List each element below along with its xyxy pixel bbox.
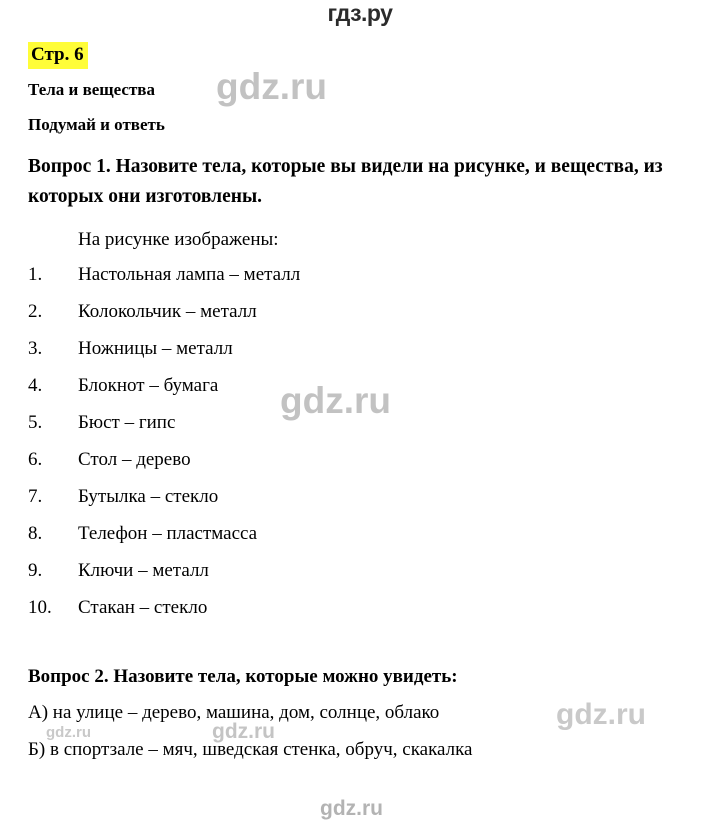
answer-2-b: Б) в спортзале – мяч, шведская стенка, обруч, скакалка [28, 739, 473, 760]
watermark: gdz.ru [280, 380, 391, 421]
watermark: gdz.ru [556, 698, 646, 731]
answer-1-intro: На рисунке изображены: [78, 229, 279, 250]
list-item-number: 9. [28, 560, 43, 581]
list-item [28, 522, 692, 559]
list-item [28, 596, 692, 633]
question-2-text: Вопрос 2. Назовите тела, которые можно увидеть: [28, 666, 458, 687]
list-item-text: Настольная лампа – металл [78, 264, 301, 285]
list-item-text: Стол – дерево [78, 449, 191, 470]
list-item-text: Бюст – гипс [78, 412, 176, 433]
list-item-number: 1. [28, 264, 43, 285]
list-item-text: Телефон – пластмасса [78, 523, 258, 544]
document-content [28, 42, 692, 764]
list-item-number: 4. [28, 375, 43, 396]
list-item-text: Бутылка – стекло [78, 486, 219, 507]
list-item [28, 300, 692, 337]
watermark: gdz.ru [320, 797, 383, 820]
page-number-badge-wrap [28, 42, 692, 69]
answer-2-a: А) на улице – дерево, машина, дом, солнце, облако [28, 702, 440, 723]
list-item-number: 3. [28, 338, 43, 359]
watermark: gdz.ru [212, 720, 275, 743]
list-item [28, 411, 692, 448]
page-number-badge: Стр. 6 [28, 42, 88, 69]
list-item [28, 337, 692, 374]
watermark: gdz.ru [46, 724, 91, 741]
list-item-number: 2. [28, 301, 43, 322]
list-item-text: Ножницы – металл [78, 338, 233, 359]
section-title: Подумай и ответь [28, 115, 165, 134]
list-item-number: 7. [28, 486, 43, 507]
list-item-text: Блокнот – бумага [78, 375, 219, 396]
watermark: gdz.ru [216, 66, 327, 107]
list-item [28, 448, 692, 485]
list-item-number: 5. [28, 412, 43, 433]
list-item [28, 559, 692, 596]
list-item [28, 263, 692, 300]
list-item-number: 10. [28, 597, 52, 618]
list-item-text: Стакан – стекло [78, 597, 208, 618]
list-item-text: Колокольчик – металл [78, 301, 257, 322]
subject-title: Тела и вещества [28, 80, 155, 99]
list-item-text: Ключи – металл [78, 560, 209, 581]
list-item-number: 8. [28, 523, 43, 544]
list-item [28, 485, 692, 522]
answer-1-list [28, 263, 692, 633]
list-item-number: 6. [28, 449, 43, 470]
question-1-text: Вопрос 1. Назовите тела, которые вы видели на рисунке, и вещества, из которых они изготовлены. [28, 156, 663, 207]
list-item [28, 374, 692, 411]
site-logo[interactable]: гдз.ру [327, 0, 393, 26]
